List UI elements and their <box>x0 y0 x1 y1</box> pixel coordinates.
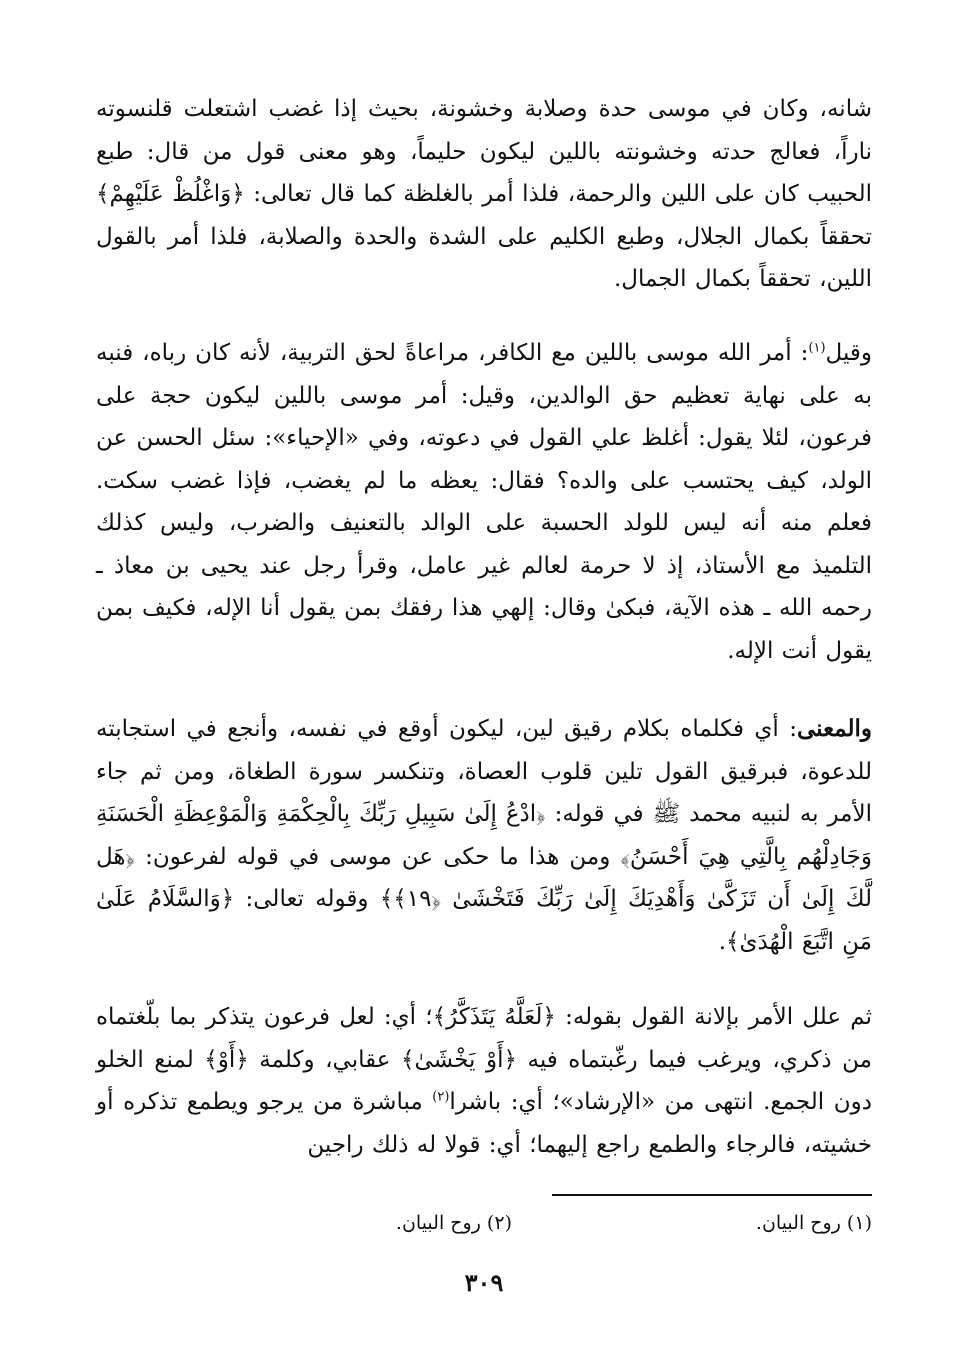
footnotes <box>96 1208 872 1242</box>
paragraph-3-text: : أي فكلماه بكلام رقيق لين، ليكون أوقع في نفسه، وأنجع في استجابته للدعوة، فبرقيق القول تلين قلوب العصاة، وتنكسر سورة الطغاة، ومن ثم جاء الأمر به لنبيه محمد ﷺ في قوله: ﴿ادْعُ إِلَىٰ سَبِيلِ رَبِّكَ بِالْحِكْمَةِ وَالْمَوْعِظَةِ الْحَسَنَةِ وَجَادِلْهُم بِالَّتِي هِيَ أَحْسَنُ﴾ ومن هذا ما حكى عن موسى في قوله لفرعون: ﴿هَل لَّكَ إِلَىٰ أَن تَزَكَّىٰ وَأَهْدِيَكَ إِلَىٰ رَبِّكَ فَتَخْشَىٰ ﴿١٩﴾﴾ وقوله تعالى: ﴿وَالسَّلَامُ عَلَىٰ مَنِ اتَّبَعَ الْهُدَىٰ﴾. <box>96 716 872 955</box>
paragraph-2-text: : أمر الله موسى باللين مع الكافر، مراعاةً لحق التربية، لأنه كان رباه، فنبه به على نهاية تعظيم حق الوالدين، وقيل: أمر موسى باللين ليكون حجة على فرعون، لئلا يقول: أغلظ علي القول في دعوته، وفي «الإحياء»: سئل الحسن عن الولد، كيف يحتسب على والده؟ فقال: يعظه ما لم يغضب، فإذا غضب سكت. فعلم منه أنه ليس للولد الحسبة على الوالد بالتعنيف والضرب، وليس كذلك التلميذ مع الأستاذ، إذ لا حرمة لعالم غير عامل، وقرأ رجل عند يحيى بن معاذ ـ رحمه الله ـ هذه الآية، فبكىٰ وقال: إلهي هذا رفقك بمن يقول أنا الإله، فكيف بمن يقول أنت الإله. <box>96 340 872 664</box>
paragraph-3-lead: والمعنى <box>796 715 872 742</box>
footnote-1: (١) روح البيان. <box>755 1212 872 1234</box>
paragraph-4 <box>96 996 872 1166</box>
paragraph-2-lead: وقيل <box>825 340 872 366</box>
paragraph-2 <box>96 332 872 672</box>
footnote-marker-2[interactable]: (٢) <box>432 1089 450 1105</box>
footnote-2: (٢) روح البيان. <box>395 1212 512 1234</box>
document-page <box>96 88 872 1328</box>
page-number: ٣٠٩ <box>464 1268 504 1297</box>
paragraph-3 <box>96 708 872 963</box>
paragraph-1 <box>96 88 872 301</box>
footnote-separator <box>552 1194 872 1196</box>
footnote-marker-1[interactable]: (١) <box>808 340 826 356</box>
paragraph-4-text-b: مباشرة من يرجو ويطمع تذكره أو خشيته، فالرجاء والطمع راجع إليهما؛ أي: قولا له ذلك راجين <box>96 1089 872 1158</box>
paragraph-1-text: شانه، وكان في موسى حدة وصلابة وخشونة، بحيث إذا غضب اشتعلت قلنسوته ناراً، فعالج حدته وخشونته باللين ليكون حليماً، وهو معنى قول من قال: طبع الحبيب كان على اللين والرحمة، فلذا أمر بالغلظة كما قال تعالى: ﴿وَاغْلُظْ عَلَيْهِمْ﴾ تحققاً بكمال الجلال، وطبع الكليم على الشدة والحدة والصلابة، فلذا أمر بالقول اللين، تحققاً بكمال الجمال. <box>96 96 872 292</box>
paragraph-4-text-a: ثم علل الأمر بإلانة القول بقوله: ﴿لَعَلَّهُ يَتَذَكَّرُ﴾؛ أي: لعل فرعون يتذكر بما بلّغتماه من ذكري، ويرغب فيما رغّبتماه فيه ﴿أَوْ يَخْشَىٰ﴾ عقابي، وكلمة ﴿أَوْ﴾ لمنع الخلو دون الجمع. انتهى من «الإرشاد»؛ أي: باشرا <box>96 1004 872 1115</box>
